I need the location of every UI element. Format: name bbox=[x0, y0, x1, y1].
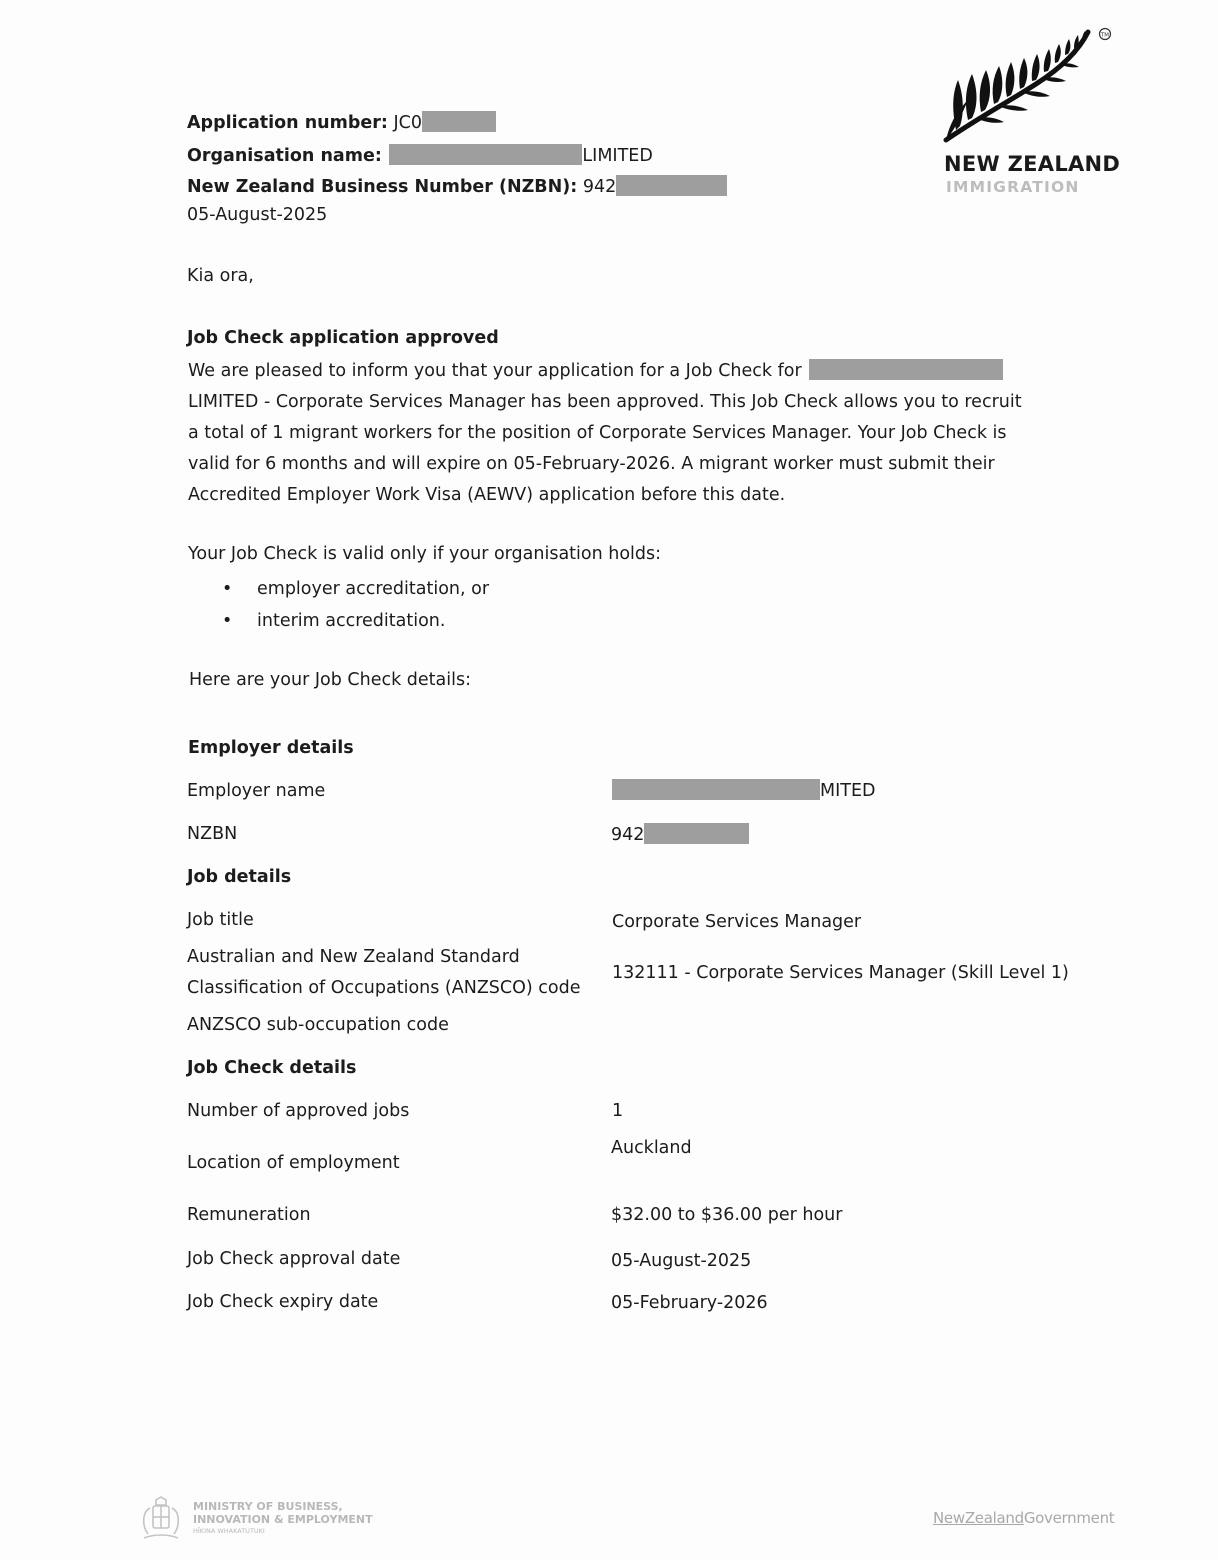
greeting: Kia ora, bbox=[187, 266, 254, 286]
coat-of-arms-icon bbox=[136, 1496, 186, 1542]
expiry-date-label: Job Check expiry date bbox=[187, 1292, 379, 1312]
logo-title: NEW ZEALAND bbox=[944, 152, 1121, 176]
nzbn-line bbox=[187, 175, 727, 198]
approval-date-value: 05-August-2025 bbox=[611, 1251, 752, 1271]
expiry-date-value: 05-February-2026 bbox=[611, 1293, 768, 1313]
employer-name-label: Employer name bbox=[187, 781, 326, 801]
approval-line-4: valid for 6 months and will expire on 05-February-2026. A migrant worker must submit their bbox=[188, 454, 995, 474]
redaction bbox=[612, 779, 820, 800]
approved-jobs-value: 1 bbox=[612, 1101, 624, 1121]
bullet-icon: • bbox=[222, 579, 233, 599]
mbie-wordmark: MINISTRY OF BUSINESS, INNOVATION & EMPLOYMENT HĪKINA WHAKATUTUKI bbox=[193, 1500, 373, 1535]
job-details-heading: Job details bbox=[187, 867, 292, 887]
employer-nzbn-value: 942 bbox=[611, 823, 749, 846]
location-label: Location of employment bbox=[187, 1153, 400, 1173]
job-title-value: Corporate Services Manager bbox=[612, 912, 862, 932]
approval-heading: Job Check application approved bbox=[187, 328, 499, 348]
approval-line-1: We are pleased to inform you that your application for a Job Check for bbox=[188, 361, 802, 381]
redaction bbox=[644, 823, 749, 844]
application-number-label: Application number: bbox=[187, 113, 388, 133]
redaction bbox=[422, 111, 496, 132]
nzbn-value: 942 bbox=[582, 177, 617, 197]
anzsco-label-line-2: Classification of Occupations (ANZSCO) code bbox=[187, 978, 581, 998]
approval-line-3: a total of 1 migrant workers for the position of Corporate Services Manager. Your Job Check is bbox=[188, 423, 1007, 443]
organisation-name-line bbox=[187, 144, 653, 167]
logo-subtitle: IMMIGRATION bbox=[946, 178, 1080, 196]
anzsco-value: 132111 - Corporate Services Manager (Skill Level 1) bbox=[612, 963, 1069, 983]
remuneration-value: $32.00 to $36.00 per hour bbox=[611, 1205, 843, 1225]
organisation-name-label: Organisation name: bbox=[187, 146, 382, 166]
redaction bbox=[616, 175, 727, 196]
validity-intro: Your Job Check is valid only if your organisation holds: bbox=[188, 544, 662, 564]
anzsco-sub-label: ANZSCO sub-occupation code bbox=[187, 1015, 449, 1035]
approval-paragraph bbox=[188, 356, 1028, 511]
approval-line-2: LIMITED - Corporate Services Manager has been approved. This Job Check allows you to recruit bbox=[188, 392, 1022, 412]
bullet-icon: • bbox=[222, 611, 233, 631]
remuneration-label: Remuneration bbox=[187, 1205, 311, 1225]
application-number-value: JC0 bbox=[393, 113, 422, 133]
tm-mark: TM bbox=[1100, 32, 1110, 39]
nz-government-wordmark: NewZealandGovernment bbox=[933, 1509, 1115, 1527]
organisation-name-suffix: LIMITED bbox=[582, 146, 653, 166]
redaction bbox=[809, 359, 1003, 380]
letter-date: 05-August-2025 bbox=[187, 205, 328, 225]
letter-page: TM NEW ZEALAND IMMIGRATION Application number: JC0 Organisation name: LIMITED New Zealand Business Number (NZBN): 942 05-August-2025 Kia ora, Job Check application approved We are pleased to inform you that your application for a Job Check for LIMITED - Corporate Services Manager has been approved. This Job Check allows you to recruit a total of 1 migrant workers for the position of Corporate Services Manager. Your Job Check is valid for 6 months and will expire on 05-February-2026. A migrant worker must submit their Accredited Employer Work Visa (AEWV) application before this date. Your Job Check is valid only if your organisation holds: • employer accreditation, or • interim accreditation. Here are your Job Check details: Employer details Employer name MITED NZBN 942 Job details Job title Corporate Services Manager Australian and New Zealand Standard Classification of Occupations (ANZSCO) code 132111 - Corporate Services Manager (Skill Level 1) ANZSCO sub-occupation code Job Check details Number of approved jobs 1 Auckland Location of employment Remuneration $32.00 to $36.00 per hour Job Check approval date 05-August-2025 Job Check expiry date 05-February-2026 MINISTRY OF BUSINESS, INNOVATION & EMPLOYMENT HĪKINA WHAKATUTUKI NewZealandGovernment bbox=[0, 0, 1218, 1560]
employer-nzbn-label: NZBN bbox=[187, 824, 238, 844]
approval-date-label: Job Check approval date bbox=[187, 1249, 401, 1269]
employer-details-heading: Employer details bbox=[188, 738, 354, 758]
application-number-line bbox=[187, 111, 496, 134]
nzbn-label: New Zealand Business Number (NZBN): bbox=[187, 177, 578, 197]
employer-name-value: MITED bbox=[612, 779, 875, 802]
location-value: Auckland bbox=[611, 1138, 692, 1158]
approved-jobs-label: Number of approved jobs bbox=[187, 1101, 410, 1121]
jobcheck-details-heading: Job Check details bbox=[187, 1058, 357, 1078]
redaction bbox=[389, 144, 582, 165]
anzsco-label-line-1: Australian and New Zealand Standard bbox=[187, 947, 520, 967]
approval-line-5: Accredited Employer Work Visa (AEWV) application before this date. bbox=[188, 485, 786, 505]
details-intro: Here are your Job Check details: bbox=[189, 670, 471, 690]
job-title-label: Job title bbox=[187, 910, 254, 930]
